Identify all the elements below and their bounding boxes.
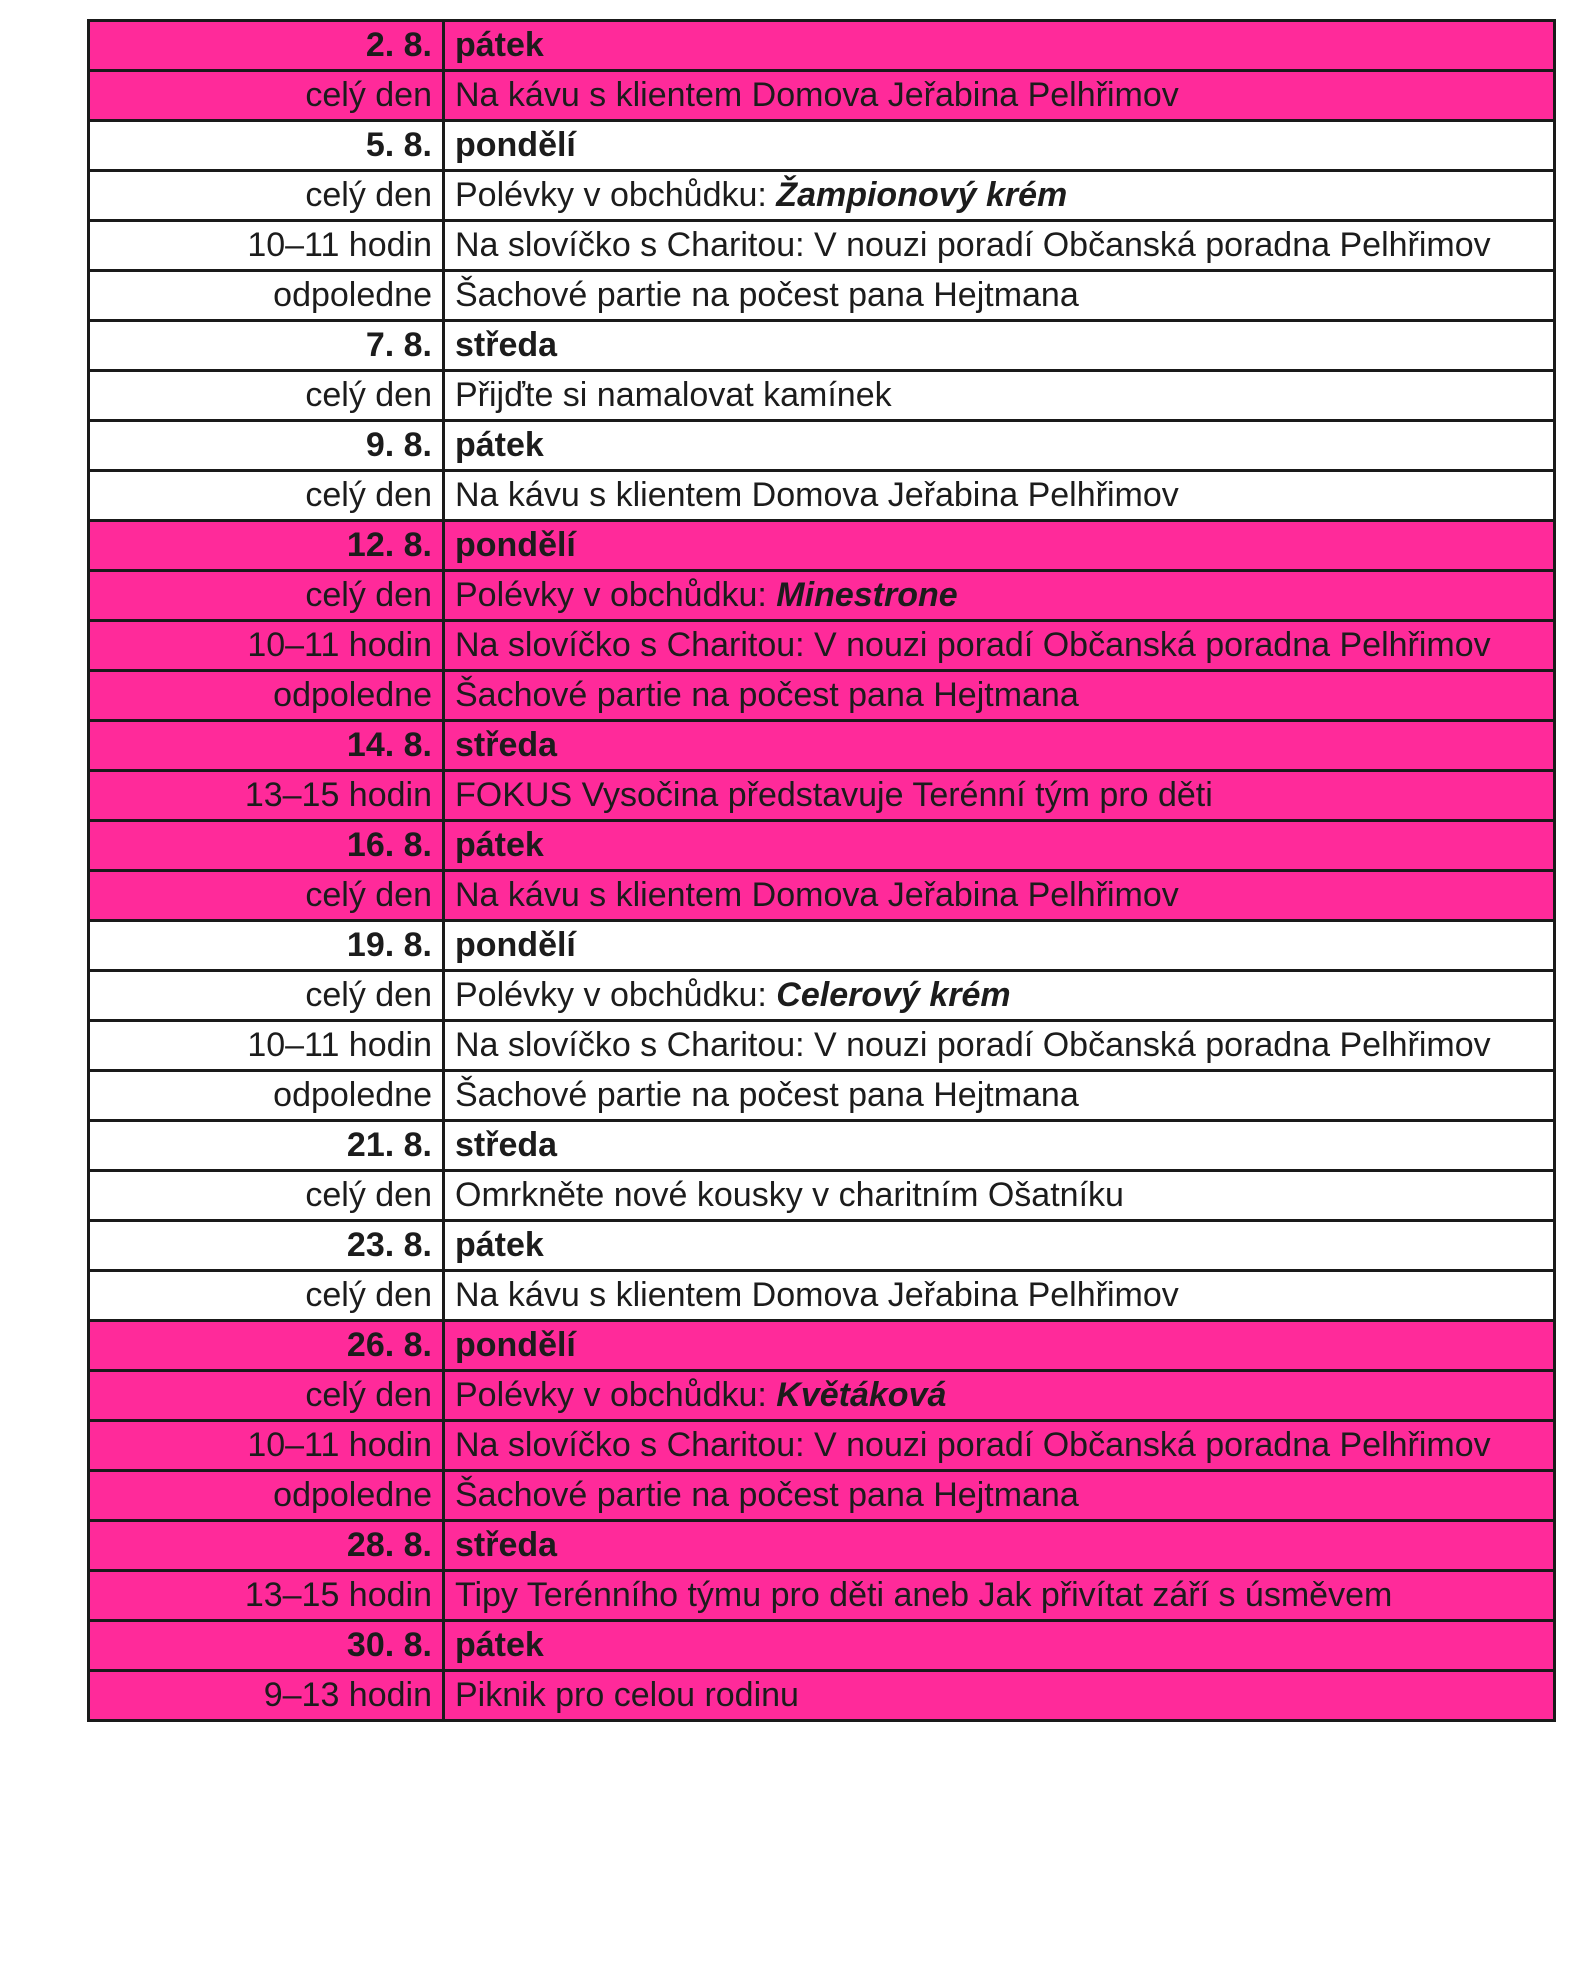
event-text: Na slovíčko s Charitou: V nouzi poradí Občanská poradna Pelhřimov [455,1026,1491,1064]
event-description [444,171,1555,221]
event-time: celý den [89,871,444,921]
event-description [444,1571,1555,1621]
day-header-row [89,321,1555,371]
day-name: pátek [444,821,1555,871]
soup-name: Květáková [776,1376,947,1414]
event-description [444,1671,1555,1721]
event-time: 13–15 hodin [89,1571,444,1621]
day-date: 23. 8. [89,1221,444,1271]
soup-name: Žampionový krém [776,176,1068,214]
day-name: pondělí [444,921,1555,971]
event-time: odpoledne [89,671,444,721]
day-header-row [89,421,1555,471]
event-row [89,771,1555,821]
event-description [444,371,1555,421]
event-text: Na kávu s klientem Domova Jeřabina Pelhřimov [455,476,1179,514]
event-time: celý den [89,1371,444,1421]
day-header-row [89,121,1555,171]
event-row [89,1171,1555,1221]
event-text: Šachové partie na počest pana Hejtmana [455,1076,1079,1114]
event-row [89,1021,1555,1071]
event-description [444,671,1555,721]
event-time: odpoledne [89,271,444,321]
event-description [444,271,1555,321]
day-date: 5. 8. [89,121,444,171]
event-description [444,221,1555,271]
day-header-row [89,1521,1555,1571]
event-row [89,1271,1555,1321]
event-description [444,971,1555,1021]
day-date: 9. 8. [89,421,444,471]
day-name: pátek [444,1221,1555,1271]
event-row [89,671,1555,721]
event-description [444,1371,1555,1421]
day-name: pátek [444,21,1555,71]
day-name: pondělí [444,521,1555,571]
event-row [89,371,1555,421]
event-text: Přijďte si namalovat kamínek [455,376,892,414]
event-description [444,1421,1555,1471]
schedule-body [89,21,1555,1721]
day-date: 12. 8. [89,521,444,571]
day-date: 16. 8. [89,821,444,871]
day-date: 26. 8. [89,1321,444,1371]
event-text: Omrkněte nové kousky v charitním Ošatníku [455,1176,1124,1214]
day-header-row [89,1221,1555,1271]
day-name: středa [444,721,1555,771]
event-text: Na kávu s klientem Domova Jeřabina Pelhřimov [455,76,1179,114]
day-date: 30. 8. [89,1621,444,1671]
event-description [444,71,1555,121]
event-text: FOKUS Vysočina představuje Terénní tým pro děti [455,776,1213,814]
event-description [444,1471,1555,1521]
event-row [89,271,1555,321]
day-header-row [89,1621,1555,1671]
event-time: 10–11 hodin [89,221,444,271]
event-text: Polévky v obchůdku: [455,176,777,214]
event-time: celý den [89,71,444,121]
day-date: 21. 8. [89,1121,444,1171]
event-description [444,471,1555,521]
event-time: odpoledne [89,1471,444,1521]
event-row [89,1671,1555,1721]
day-header-row [89,21,1555,71]
event-description [444,1021,1555,1071]
day-header-row [89,1321,1555,1371]
event-row [89,1071,1555,1121]
event-text: Na slovíčko s Charitou: V nouzi poradí Občanská poradna Pelhřimov [455,1426,1491,1464]
event-time: celý den [89,171,444,221]
event-text: Na kávu s klientem Domova Jeřabina Pelhřimov [455,1276,1179,1314]
event-row [89,1571,1555,1621]
day-name: pondělí [444,121,1555,171]
day-date: 2. 8. [89,21,444,71]
day-header-row [89,921,1555,971]
event-description [444,1171,1555,1221]
event-time: celý den [89,971,444,1021]
event-description [444,1271,1555,1321]
event-row [89,221,1555,271]
day-name: středa [444,1521,1555,1571]
event-time: celý den [89,1171,444,1221]
event-description [444,621,1555,671]
event-time: celý den [89,471,444,521]
event-row [89,1371,1555,1421]
event-row [89,1471,1555,1521]
event-time: 13–15 hodin [89,771,444,821]
event-row [89,971,1555,1021]
event-description [444,771,1555,821]
event-text: Na slovíčko s Charitou: V nouzi poradí Občanská poradna Pelhřimov [455,226,1491,264]
day-header-row [89,821,1555,871]
day-date: 7. 8. [89,321,444,371]
event-description [444,871,1555,921]
event-time: celý den [89,1271,444,1321]
event-time: odpoledne [89,1071,444,1121]
event-time: 10–11 hodin [89,1421,444,1471]
event-row [89,171,1555,221]
day-date: 19. 8. [89,921,444,971]
event-time: 9–13 hodin [89,1671,444,1721]
event-row [89,621,1555,671]
soup-name: Celerový krém [776,976,1011,1014]
event-text: Polévky v obchůdku: [455,1376,777,1414]
event-time: celý den [89,571,444,621]
event-text: Šachové partie na počest pana Hejtmana [455,276,1079,314]
event-description [444,571,1555,621]
day-name: pátek [444,1621,1555,1671]
day-date: 14. 8. [89,721,444,771]
event-text: Šachové partie na počest pana Hejtmana [455,1476,1079,1514]
event-row [89,471,1555,521]
event-text: Polévky v obchůdku: [455,976,777,1014]
event-time: 10–11 hodin [89,1021,444,1071]
event-text: Piknik pro celou rodinu [455,1676,799,1714]
day-header-row [89,1121,1555,1171]
event-time: celý den [89,371,444,421]
event-row [89,871,1555,921]
event-row [89,71,1555,121]
event-text: Šachové partie na počest pana Hejtmana [455,676,1079,714]
day-header-row [89,521,1555,571]
event-text: Na kávu s klientem Domova Jeřabina Pelhřimov [455,876,1179,914]
day-name: pondělí [444,1321,1555,1371]
day-name: středa [444,321,1555,371]
event-description [444,1071,1555,1121]
day-date: 28. 8. [89,1521,444,1571]
schedule-table [87,19,1556,1722]
event-row [89,571,1555,621]
event-text: Na slovíčko s Charitou: V nouzi poradí Občanská poradna Pelhřimov [455,626,1491,664]
event-time: 10–11 hodin [89,621,444,671]
event-text: Polévky v obchůdku: [455,576,777,614]
soup-name: Minestrone [776,576,958,614]
day-name: středa [444,1121,1555,1171]
day-header-row [89,721,1555,771]
day-name: pátek [444,421,1555,471]
event-text: Tipy Terénního týmu pro děti aneb Jak přivítat září s úsměvem [455,1576,1393,1614]
event-row [89,1421,1555,1471]
